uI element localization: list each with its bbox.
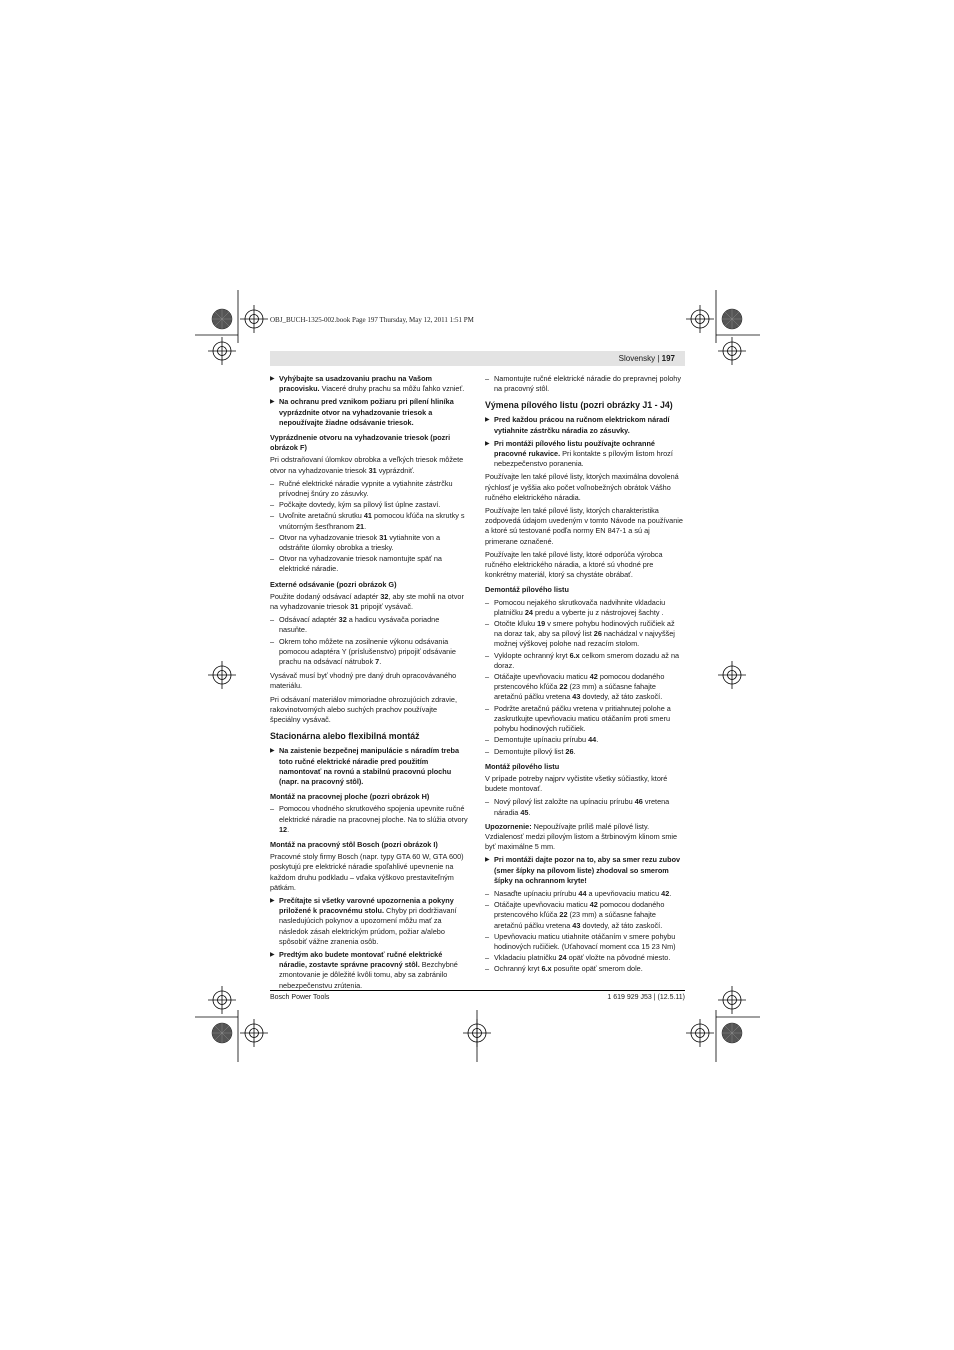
list-item: – Odsávací adaptér 32 a hadicu vysávača poriadne nasuňte.	[270, 615, 468, 635]
para-blades-3: Používajte len také pílové listy, ktoré odporúča výrobca ručného elektrického náradia, a ktoré sú vhodné pre konkrétny materiál, ktorý sa chystáte obrábať.	[485, 549, 663, 580]
heading-external-extraction: Externé odsávanie (pozri obrázok G)	[270, 579, 397, 589]
header-text	[619, 354, 675, 363]
para-work-table: Pracovné stoly firmy Bosch (napr. typy GTA 60 W, GTA 600) poskytujú pre elektrické náradie spoľahlivé upevnenie na každom druhu podkladu – vďaka výškovo prestaviteľným pätkám.	[270, 852, 464, 892]
heading-work-surface: Montáž na pracovnej ploche (pozri obrázok H)	[270, 792, 430, 802]
list-item: – Pomocou vhodného skrutkového spojenia upevnite ručné elektrické náradie na pracovnej ploche. Na to slúžia otvory 12.	[270, 804, 468, 835]
heading-blade-mounting: Montáž pílového listu	[485, 761, 560, 771]
list-item: – Nasaďte upínaciu prírubu 44 a upevňovaciu maticu 42.	[485, 889, 683, 899]
list-item: – Ručné elektrické náradie vypnite a vytiahnite zástrčku prívodnej šnúry zo zásuvky.	[270, 479, 468, 499]
list-item: – Namontujte ručné elektrické náradie do prepravnej polohy na pracovný stôl.	[485, 374, 683, 394]
page-header	[270, 351, 685, 366]
list-item: – Podržte aretačnú páčku vretena v pritiahnutej polohe a zaskrutkujte upevňovaciu maticu otáčaním proti smeru pohybu hodinových ručičiek.	[485, 704, 683, 735]
list-item: – Upevňovaciu maticu utiahnite otáčaním v smere pohybu hodinových ručičiek. (Uťahovací moment cca 15 23 Nm)	[485, 932, 683, 952]
list-item: – Demontujte upínaciu prírubu 44.	[485, 735, 683, 745]
heading-stationary: Stacionárna alebo flexibilná montáž	[270, 731, 420, 742]
bullet-dust: ▶ Vyhýbajte sa usadzovaniu prachu na Vašom pracovisku. Viaceré druhy prachu sa môžu ľahko vznieť.	[270, 374, 468, 394]
list-item: – Otáčajte upevňovaciu maticu 42 pomocou dodaného prstencového kľúča 22 (23 mm) a súčasne fahajte aretačnú páčku vretena 43 dovtedy, až táto zaskočí.	[485, 900, 683, 931]
list-item: – Okrem toho môžete na zosilnenie výkonu odsávania pomocou adaptéra Y (príslušenstvo) pripojiť odsávanie prachu na odsávací nátrubok 7.	[270, 637, 468, 668]
para-vacuum: Vysávač musí byť vhodný pre daný druh opracovávaného materiálu.	[270, 671, 457, 691]
heading-work-table: Montáž na pracovný stôl Bosch (pozri obrázok I)	[270, 839, 438, 849]
list-item: – Otvor na vyhadzovanie triesok namontujte späť na elektrické náradie.	[270, 554, 468, 574]
para-harmful: Pri odsávaní materiálov mimoriadne ohrozujúcich zdravie, rakovinotvorných alebo suchých prachov používajte špeciálny vysávač.	[270, 694, 457, 725]
footer-doc-code: 1 619 929 J53 | (12.5.11)	[607, 994, 685, 1001]
list-item: – Otvor na vyhadzovanie triesok 31 vytiahnite von a odstráňte úlomky obrobka a triesky.	[270, 533, 468, 553]
bullet-unplug: ▶ Pred každou prácou na ručnom elektrickom náradí vytiahnite zástrčku náradia zo zásuvky.	[485, 415, 683, 435]
heading-blade-change: Výmena pílového listu (pozri obrázky J1 - J4)	[485, 400, 673, 411]
heading-chip-ejector: Vyprázdnenie otvoru na vyhadzovanie triesok (pozri obrázok F)	[270, 433, 451, 453]
header-separator: |	[655, 354, 662, 363]
bullet-assemble-table: ▶ Predtým ako budete montovať ručné elektrické náradie, zostavte správne pracovný stôl. Bezchybné zmontovanie je dôležité kvôli tomu, aby sa zabránilo nebezpečenstvu zrútenia.	[270, 950, 468, 991]
right-column	[485, 374, 683, 976]
list-item: – Pomocou nejakého skrutkovača nadvihnite vkladaciu platničku 24 predu a vyberte ju z nástrojovej šachty .	[485, 598, 683, 618]
heading-blade-removal: Demontáž pílového listu	[485, 585, 569, 595]
bullet-cut-direction: ▶ Pri montáži dajte pozor na to, aby sa smer rezu zubov (smer šípky na pílovom liste) zhodoval so smerom šípky na ochrannom kryte!	[485, 855, 683, 886]
list-item: – Nový pílový list založte na upínaciu prírubu 46 vretena náradia 45.	[485, 797, 683, 817]
list-item: – Otočte kľuku 19 v smere pohybu hodinových ručičiek až na doraz tak, aby sa pílový list 26 nachádzal v najvyššej možnej výškovej polohe nad rezacím stolom.	[485, 619, 683, 650]
para-external: Použite dodaný odsávací adaptér 32, aby ste mohli na otvor na vyhadzovanie triesok 31 pripojiť vysávač.	[270, 591, 464, 612]
footer-brand: Bosch Power Tools	[270, 994, 330, 1001]
para-mount: V prípade potreby najprv vyčistite všetky súčiastky, ktoré budete montovať.	[485, 773, 668, 794]
header-language: Slovensky	[618, 354, 656, 363]
print-info-line: OBJ_BUCH-1325-002.book Page 197 Thursday, May 12, 2011 1:51 PM	[270, 316, 474, 324]
bullet-fire: ▶ Na ochranu pred vznikom požiaru pri pílení hliníka vyprázdnite otvor na vyhadzovanie triesok a nepoužívajte žiadne odsávanie triesok.	[270, 397, 468, 428]
bullet-mounting: ▶ Na zaistenie bezpečnej manipulácie s náradím treba toto ručné elektrické náradie pred použitím namontovať na rovnú a stabilnú pracovnú plochu (napr. na pracovný stôl).	[270, 746, 468, 787]
para-chip: Pri odstraňovaní úlomkov obrobka a veľkých triesok môžete otvor na vyhadzovanie triesok 31 vyprázdniť.	[270, 455, 464, 475]
list-item: – Vyklopte ochranný kryt 6.x celkom smerom dozadu až na doraz.	[485, 651, 683, 671]
list-item: – Počkajte dovtedy, kým sa pílový list úplne zastaví.	[270, 500, 468, 510]
bullet-read-warnings: ▶ Prečítajte si všetky varovné upozornenia a pokyny priložené k pracovnému stolu. Chyby pri dodržiavaní nasledujúcich pokynov a upozornení môžu mať za následok zásah elektrickým prúdom, požiar a/alebo spôsobiť vážne zranenia osôb.	[270, 896, 468, 947]
para-blades-2: Používajte len také pílové listy, ktorých charakteristika zodpovedá údajom uvedeným v tomto Návode na používanie a ktoré sú testované podľa normy EN 847-1 a sú aj primerane označené.	[485, 506, 683, 546]
para-warning: Upozornenie: Nepoužívajte príliš malé pílové listy. Vzdialenosť medzi pílovým listom a štrbinovým klinom smie byť maximálne 5 mm.	[485, 821, 678, 852]
page-number: 197	[661, 354, 675, 363]
left-column	[270, 374, 468, 994]
list-item: – Demontujte pílový list 26.	[485, 747, 683, 757]
bullet-gloves: ▶ Pri montáži pílového listu používajte ochranné pracovné rukavice. Pri kontakte s pílovým listom hrozí nebezpečenstvo poranenia.	[485, 439, 683, 470]
list-item: – Ochranný kryt 6.x posuňte opäť smerom dole.	[485, 964, 683, 974]
list-item: – Uvoľnite aretačnú skrutku 41 pomocou kľúča na skrutky s vnútorným šesťhranom 21.	[270, 511, 468, 531]
list-item: – Otáčajte upevňovaciu maticu 42 pomocou dodaného prstencového kľúča 22 (23 mm) a súčasne fahajte aretačnú páčku vretena 43 dovtedy, až táto zaskočí.	[485, 672, 683, 703]
para-blades-1: Používajte len také pílové listy, ktorých maximálna dovolená rýchlosť je vyššia ako počet voľnobežných obrátok Vášho ručného elektrického náradia.	[485, 472, 679, 502]
footer-rule	[270, 990, 685, 991]
list-item: – Vkladaciu platničku 24 opäť vložte na pôvodné miesto.	[485, 953, 683, 963]
